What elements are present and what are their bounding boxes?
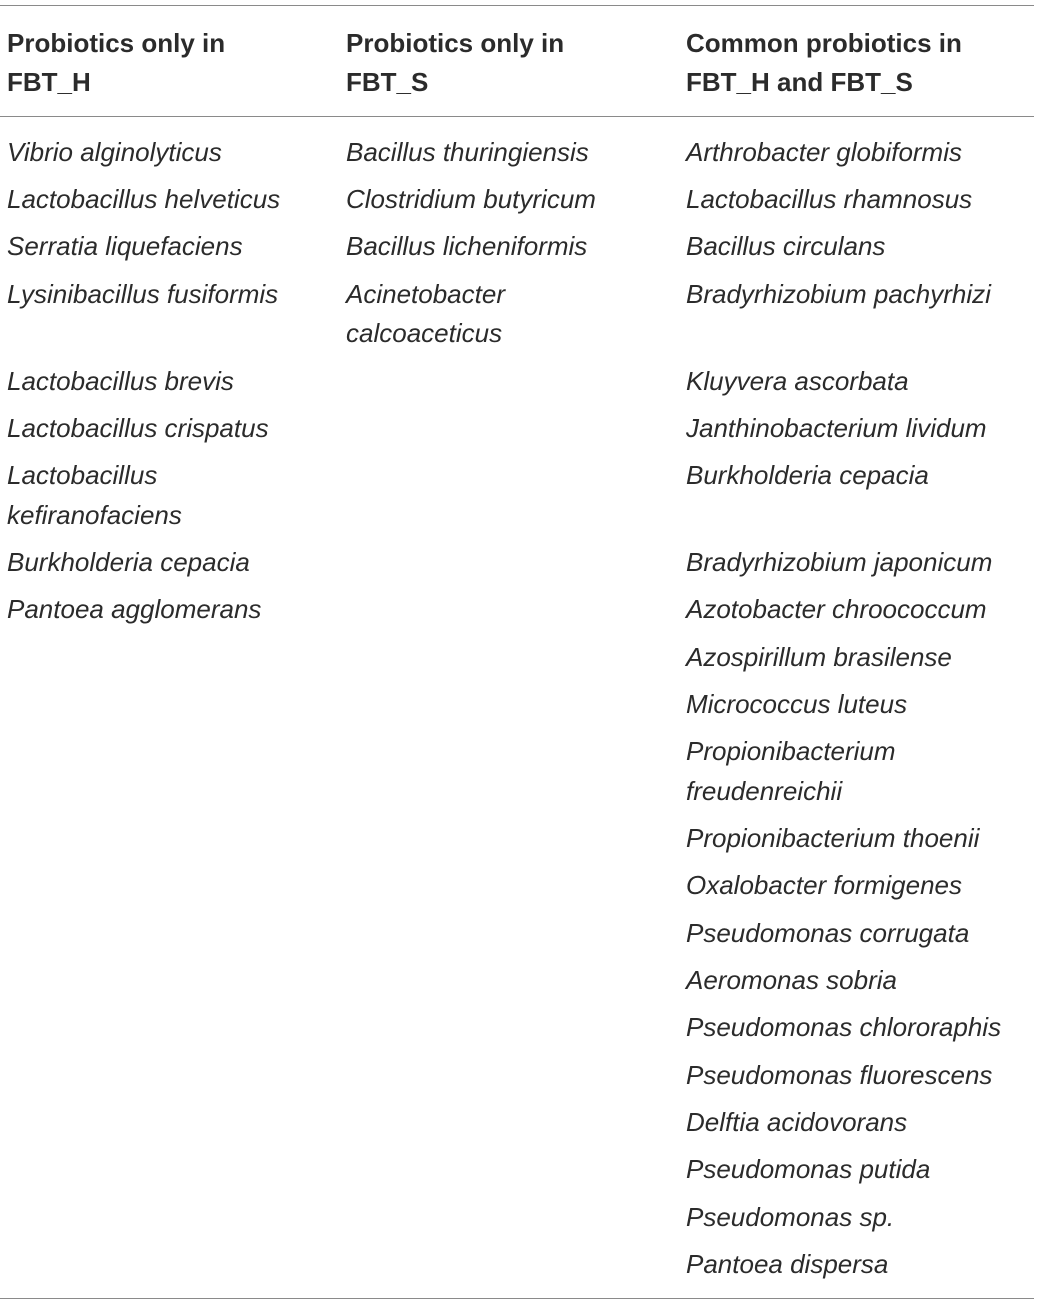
table-cell: Pseudomonas corrugata bbox=[686, 918, 970, 948]
table-cell: Burkholderia cepacia bbox=[686, 460, 929, 490]
table-cell: calcoaceticus bbox=[346, 318, 503, 348]
header-fbt-h-only: Probiotics only in FBT_H bbox=[7, 28, 226, 97]
table-cell: Lactobacillus brevis bbox=[7, 366, 234, 396]
table-cell: Pseudomonas fluorescens bbox=[686, 1060, 993, 1090]
table-cell: Delftia acidovorans bbox=[686, 1107, 908, 1137]
table-cell: Acinetobacter bbox=[346, 279, 505, 309]
table-cell: Bacillus thuringiensis bbox=[346, 137, 589, 167]
bottom-rule bbox=[0, 1298, 1034, 1299]
table-cell: Pantoea agglomerans bbox=[7, 594, 262, 624]
table-cell: Oxalobacter formigenes bbox=[686, 870, 963, 900]
table-cell: Lactobacillus crispatus bbox=[7, 413, 269, 443]
table-cell: Azospirillum brasilense bbox=[686, 642, 952, 672]
table-cell: Arthrobacter globiformis bbox=[686, 137, 962, 167]
table-cell: Lactobacillus helveticus bbox=[7, 184, 281, 214]
table-cell: Bradyrhizobium pachyrhizi bbox=[686, 279, 991, 309]
table-cell: Bacillus licheniformis bbox=[346, 231, 588, 261]
header-rule bbox=[0, 116, 1034, 117]
table-cell: Pseudomonas putida bbox=[686, 1154, 931, 1184]
table-cell: Micrococcus luteus bbox=[686, 689, 908, 719]
table-cell: Serratia liquefaciens bbox=[7, 231, 243, 261]
table-cell: Pseudomonas sp. bbox=[686, 1202, 895, 1232]
table-cell: kefiranofaciens bbox=[7, 500, 182, 530]
table-cell: Bradyrhizobium japonicum bbox=[686, 547, 993, 577]
table-cell: freudenreichii bbox=[686, 776, 843, 806]
table-cell: Kluyvera ascorbata bbox=[686, 366, 909, 396]
table-cell: Clostridium butyricum bbox=[346, 184, 596, 214]
top-rule bbox=[0, 5, 1034, 6]
table-cell: Azotobacter chroococcum bbox=[686, 594, 987, 624]
header-common: Common probiotics in FBT_H and FBT_S bbox=[686, 28, 962, 97]
table-cell: Propionibacterium thoenii bbox=[686, 823, 980, 853]
table-cell: Aeromonas sobria bbox=[686, 965, 897, 995]
table-cell: Janthinobacterium lividum bbox=[686, 413, 987, 443]
table-cell: Lysinibacillus fusiformis bbox=[7, 279, 279, 309]
table-cell: Lactobacillus bbox=[7, 460, 158, 490]
table-cell: Pantoea dispersa bbox=[686, 1249, 889, 1279]
table-cell: Burkholderia cepacia bbox=[7, 547, 250, 577]
table-cell: Bacillus circulans bbox=[686, 231, 886, 261]
table-cell: Lactobacillus rhamnosus bbox=[686, 184, 973, 214]
table-cell: Propionibacterium bbox=[686, 736, 896, 766]
header-fbt-s-only: Probiotics only in FBT_S bbox=[346, 28, 565, 97]
table-cell: Vibrio alginolyticus bbox=[7, 137, 222, 167]
table-cell: Pseudomonas chlororaphis bbox=[686, 1012, 1002, 1042]
